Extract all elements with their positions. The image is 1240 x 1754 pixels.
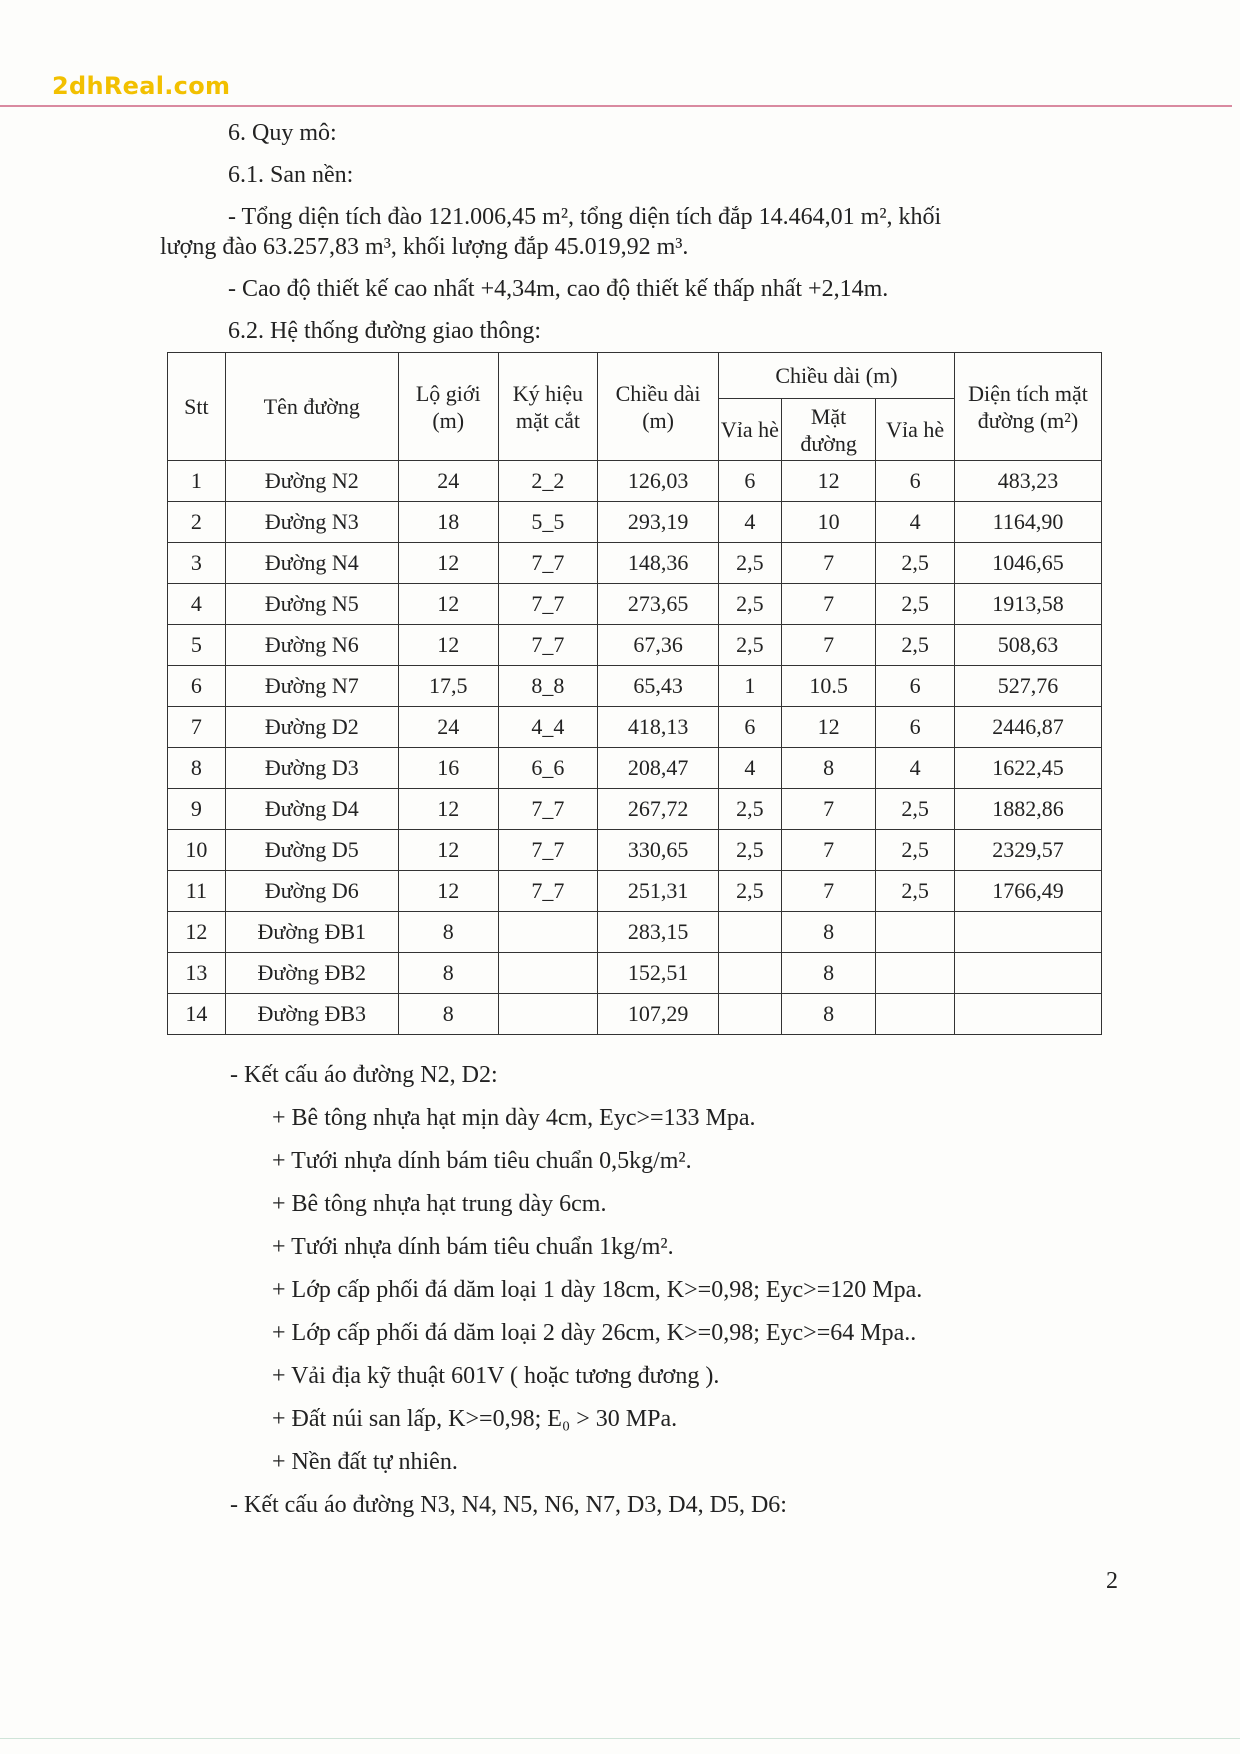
cell-mat-duong: 7 bbox=[781, 830, 875, 871]
cell-ten-duong: Đường N7 bbox=[225, 666, 398, 707]
cell-ky-hieu: 8_8 bbox=[498, 666, 598, 707]
table-row bbox=[168, 584, 1102, 625]
cell-chieu-dai: 67,36 bbox=[598, 625, 719, 666]
cell-dien-tich: 527,76 bbox=[955, 666, 1102, 707]
ket-cau-item: + Đất núi san lấp, K>=0,98; E₀ > 30 MPa. bbox=[272, 1406, 678, 1432]
road-table bbox=[167, 352, 1102, 1035]
cell-chieu-dai: 293,19 bbox=[598, 502, 719, 543]
intro-section bbox=[160, 118, 1110, 346]
cell-dien-tich: 1766,49 bbox=[955, 871, 1102, 912]
cell-ky-hieu: 7_7 bbox=[498, 789, 598, 830]
cell-stt: 7 bbox=[168, 707, 226, 748]
header-ky-hieu: Ký hiệu mặt cắt bbox=[498, 353, 598, 461]
cell-via-he-2: 2,5 bbox=[876, 871, 955, 912]
table-row bbox=[168, 953, 1102, 994]
cell-via-he-1: 6 bbox=[718, 707, 781, 748]
cell-lo-gioi: 12 bbox=[398, 625, 498, 666]
cell-stt: 13 bbox=[168, 953, 226, 994]
header-mat-duong: Mặt đường bbox=[781, 399, 875, 461]
ket-cau-item: + Bê tông nhựa hạt trung dày 6cm. bbox=[272, 1191, 607, 1217]
cell-ten-duong: Đường N2 bbox=[225, 461, 398, 502]
cell-via-he-2 bbox=[876, 912, 955, 953]
cell-stt: 3 bbox=[168, 543, 226, 584]
cell-mat-duong: 7 bbox=[781, 543, 875, 584]
cell-via-he-2: 2,5 bbox=[876, 543, 955, 584]
cell-ky-hieu: 4_4 bbox=[498, 707, 598, 748]
cell-dien-tich: 2329,57 bbox=[955, 830, 1102, 871]
cell-stt: 12 bbox=[168, 912, 226, 953]
cell-ten-duong: Đường D3 bbox=[225, 748, 398, 789]
cell-stt: 2 bbox=[168, 502, 226, 543]
cell-lo-gioi: 12 bbox=[398, 789, 498, 830]
cao-do-line: - Cao độ thiết kế cao nhất +4,34m, cao độ thiết kế thấp nhất +2,14m. bbox=[228, 276, 889, 302]
cell-via-he-2 bbox=[876, 953, 955, 994]
cell-stt: 1 bbox=[168, 461, 226, 502]
header-stt: Stt bbox=[168, 353, 226, 461]
cell-via-he-1 bbox=[718, 994, 781, 1035]
cell-stt: 14 bbox=[168, 994, 226, 1035]
ket-cau-1-list bbox=[230, 1103, 1130, 1477]
cell-lo-gioi: 8 bbox=[398, 912, 498, 953]
table-row bbox=[168, 912, 1102, 953]
cell-lo-gioi: 12 bbox=[398, 584, 498, 625]
cell-ten-duong: Đường D4 bbox=[225, 789, 398, 830]
cell-chieu-dai: 267,72 bbox=[598, 789, 719, 830]
cell-via-he-1: 4 bbox=[718, 748, 781, 789]
cell-mat-duong: 8 bbox=[781, 912, 875, 953]
cell-ky-hieu bbox=[498, 953, 598, 994]
cell-dien-tich bbox=[955, 912, 1102, 953]
cell-chieu-dai: 418,13 bbox=[598, 707, 719, 748]
cell-chieu-dai: 65,43 bbox=[598, 666, 719, 707]
cell-lo-gioi: 12 bbox=[398, 830, 498, 871]
ket-cau-1-title: - Kết cấu áo đường N2, D2: bbox=[230, 1062, 498, 1088]
cell-stt: 4 bbox=[168, 584, 226, 625]
cell-via-he-1: 2,5 bbox=[718, 625, 781, 666]
cell-ky-hieu: 7_7 bbox=[498, 584, 598, 625]
header-rule bbox=[0, 105, 1232, 107]
cell-ky-hieu: 7_7 bbox=[498, 871, 598, 912]
cell-mat-duong: 7 bbox=[781, 871, 875, 912]
cell-ky-hieu: 5_5 bbox=[498, 502, 598, 543]
cell-dien-tich: 1164,90 bbox=[955, 502, 1102, 543]
cell-dien-tich: 508,63 bbox=[955, 625, 1102, 666]
cell-chieu-dai: 208,47 bbox=[598, 748, 719, 789]
header-chieu-dai-group: Chiều dài (m) bbox=[718, 353, 954, 399]
cell-chieu-dai: 148,36 bbox=[598, 543, 719, 584]
cell-lo-gioi: 18 bbox=[398, 502, 498, 543]
table-row bbox=[168, 830, 1102, 871]
cell-lo-gioi: 12 bbox=[398, 871, 498, 912]
cell-via-he-2: 4 bbox=[876, 748, 955, 789]
header-via-he-1: Vỉa hè bbox=[718, 399, 781, 461]
cell-ky-hieu: 7_7 bbox=[498, 543, 598, 584]
cell-via-he-1: 2,5 bbox=[718, 543, 781, 584]
cell-mat-duong: 12 bbox=[781, 707, 875, 748]
footer-rule bbox=[0, 1738, 1240, 1739]
cell-chieu-dai: 273,65 bbox=[598, 584, 719, 625]
table-row bbox=[168, 707, 1102, 748]
cell-dien-tich bbox=[955, 994, 1102, 1035]
cell-via-he-1 bbox=[718, 912, 781, 953]
ket-cau-2-title: - Kết cấu áo đường N3, N4, N5, N6, N7, D3, D4, D5, D6: bbox=[230, 1492, 787, 1518]
san-nen-line-1: - Tổng diện tích đào 121.006,45 m², tổng diện tích đắp 14.464,01 m², khối bbox=[228, 204, 942, 230]
cell-via-he-1: 6 bbox=[718, 461, 781, 502]
cell-via-he-1: 2,5 bbox=[718, 584, 781, 625]
cell-ky-hieu bbox=[498, 994, 598, 1035]
cell-via-he-1: 2,5 bbox=[718, 789, 781, 830]
road-table-body bbox=[168, 461, 1102, 1035]
cell-ten-duong: Đường D5 bbox=[225, 830, 398, 871]
cell-via-he-2: 2,5 bbox=[876, 789, 955, 830]
cell-chieu-dai: 126,03 bbox=[598, 461, 719, 502]
cell-chieu-dai: 251,31 bbox=[598, 871, 719, 912]
table-row bbox=[168, 789, 1102, 830]
table-row bbox=[168, 994, 1102, 1035]
cell-chieu-dai: 107,29 bbox=[598, 994, 719, 1035]
table-row bbox=[168, 625, 1102, 666]
cell-stt: 6 bbox=[168, 666, 226, 707]
cell-dien-tich bbox=[955, 953, 1102, 994]
cell-lo-gioi: 24 bbox=[398, 461, 498, 502]
cell-ten-duong: Đường D6 bbox=[225, 871, 398, 912]
cell-ten-duong: Đường N5 bbox=[225, 584, 398, 625]
table-row bbox=[168, 502, 1102, 543]
heading-san-nen: 6.1. San nền: bbox=[228, 162, 354, 188]
cell-lo-gioi: 8 bbox=[398, 994, 498, 1035]
ket-cau-item: + Tưới nhựa dính bám tiêu chuẩn 0,5kg/m². bbox=[272, 1148, 692, 1174]
ket-cau-item: + Lớp cấp phối đá dăm loại 1 dày 18cm, K>=0,98; Eyc>=120 Mpa. bbox=[272, 1277, 923, 1303]
cell-ky-hieu: 6_6 bbox=[498, 748, 598, 789]
cell-dien-tich: 1913,58 bbox=[955, 584, 1102, 625]
cell-mat-duong: 8 bbox=[781, 748, 875, 789]
cell-ky-hieu: 7_7 bbox=[498, 625, 598, 666]
cell-dien-tich: 1882,86 bbox=[955, 789, 1102, 830]
cell-via-he-1 bbox=[718, 953, 781, 994]
cell-lo-gioi: 24 bbox=[398, 707, 498, 748]
cell-mat-duong: 10.5 bbox=[781, 666, 875, 707]
cell-mat-duong: 12 bbox=[781, 461, 875, 502]
cell-via-he-1: 2,5 bbox=[718, 871, 781, 912]
header-chieu-dai: Chiều dài (m) bbox=[598, 353, 719, 461]
cell-ten-duong: Đường ĐB2 bbox=[225, 953, 398, 994]
cell-lo-gioi: 8 bbox=[398, 953, 498, 994]
cell-ky-hieu: 7_7 bbox=[498, 830, 598, 871]
table-row bbox=[168, 871, 1102, 912]
ket-cau-item: + Vải địa kỹ thuật 601V ( hoặc tương đương ). bbox=[272, 1363, 720, 1389]
cell-via-he-1: 2,5 bbox=[718, 830, 781, 871]
page-number: 2 bbox=[1106, 1568, 1118, 1594]
cell-lo-gioi: 12 bbox=[398, 543, 498, 584]
cell-mat-duong: 7 bbox=[781, 584, 875, 625]
heading-quy-mo: 6. Quy mô: bbox=[228, 120, 337, 146]
header-dien-tich: Diện tích mặt đường (m²) bbox=[955, 353, 1102, 461]
cell-stt: 10 bbox=[168, 830, 226, 871]
cell-mat-duong: 8 bbox=[781, 953, 875, 994]
cell-dien-tich: 2446,87 bbox=[955, 707, 1102, 748]
cell-via-he-2: 6 bbox=[876, 461, 955, 502]
cell-mat-duong: 7 bbox=[781, 789, 875, 830]
ket-cau-item: + Tưới nhựa dính bám tiêu chuẩn 1kg/m². bbox=[272, 1234, 674, 1260]
cell-via-he-2 bbox=[876, 994, 955, 1035]
cell-via-he-2: 2,5 bbox=[876, 584, 955, 625]
cell-ten-duong: Đường N6 bbox=[225, 625, 398, 666]
cell-stt: 8 bbox=[168, 748, 226, 789]
cell-dien-tich: 1622,45 bbox=[955, 748, 1102, 789]
cell-via-he-2: 6 bbox=[876, 666, 955, 707]
cell-via-he-2: 2,5 bbox=[876, 625, 955, 666]
cell-mat-duong: 8 bbox=[781, 994, 875, 1035]
san-nen-line-2: lượng đào 63.257,83 m³, khối lượng đắp 45.019,92 m³. bbox=[160, 234, 689, 260]
cell-via-he-2: 2,5 bbox=[876, 830, 955, 871]
cell-dien-tich: 1046,65 bbox=[955, 543, 1102, 584]
cell-ky-hieu bbox=[498, 912, 598, 953]
ket-cau-item: + Bê tông nhựa hạt mịn dày 4cm, Eyc>=133 Mpa. bbox=[272, 1105, 756, 1131]
cell-ky-hieu: 2_2 bbox=[498, 461, 598, 502]
ket-cau-item: + Lớp cấp phối đá dăm loại 2 dày 26cm, K>=0,98; Eyc>=64 Mpa.. bbox=[272, 1320, 917, 1346]
ket-cau-item: + Nền đất tự nhiên. bbox=[272, 1449, 458, 1475]
cell-via-he-2: 4 bbox=[876, 502, 955, 543]
cell-via-he-1: 1 bbox=[718, 666, 781, 707]
cell-ten-duong: Đường N4 bbox=[225, 543, 398, 584]
cell-ten-duong: Đường ĐB3 bbox=[225, 994, 398, 1035]
cell-mat-duong: 10 bbox=[781, 502, 875, 543]
heading-giao-thong: 6.2. Hệ thống đường giao thông: bbox=[228, 318, 542, 344]
cell-dien-tich: 483,23 bbox=[955, 461, 1102, 502]
header-via-he-2: Vỉa hè bbox=[876, 399, 955, 461]
cell-lo-gioi: 16 bbox=[398, 748, 498, 789]
table-row bbox=[168, 543, 1102, 584]
table-row bbox=[168, 666, 1102, 707]
cell-mat-duong: 7 bbox=[781, 625, 875, 666]
cell-chieu-dai: 152,51 bbox=[598, 953, 719, 994]
table-row bbox=[168, 748, 1102, 789]
cell-ten-duong: Đường N3 bbox=[225, 502, 398, 543]
cell-via-he-1: 4 bbox=[718, 502, 781, 543]
cell-via-he-2: 6 bbox=[876, 707, 955, 748]
cell-ten-duong: Đường D2 bbox=[225, 707, 398, 748]
cell-lo-gioi: 17,5 bbox=[398, 666, 498, 707]
header-lo-gioi: Lộ giới (m) bbox=[398, 353, 498, 461]
cell-chieu-dai: 330,65 bbox=[598, 830, 719, 871]
cell-ten-duong: Đường ĐB1 bbox=[225, 912, 398, 953]
cell-stt: 11 bbox=[168, 871, 226, 912]
header-ten-duong: Tên đường bbox=[225, 353, 398, 461]
cell-stt: 9 bbox=[168, 789, 226, 830]
table-row bbox=[168, 461, 1102, 502]
cell-chieu-dai: 283,15 bbox=[598, 912, 719, 953]
ket-cau-section bbox=[230, 1060, 1130, 1533]
brand-watermark: 2dhReal.com bbox=[52, 72, 231, 100]
cell-stt: 5 bbox=[168, 625, 226, 666]
